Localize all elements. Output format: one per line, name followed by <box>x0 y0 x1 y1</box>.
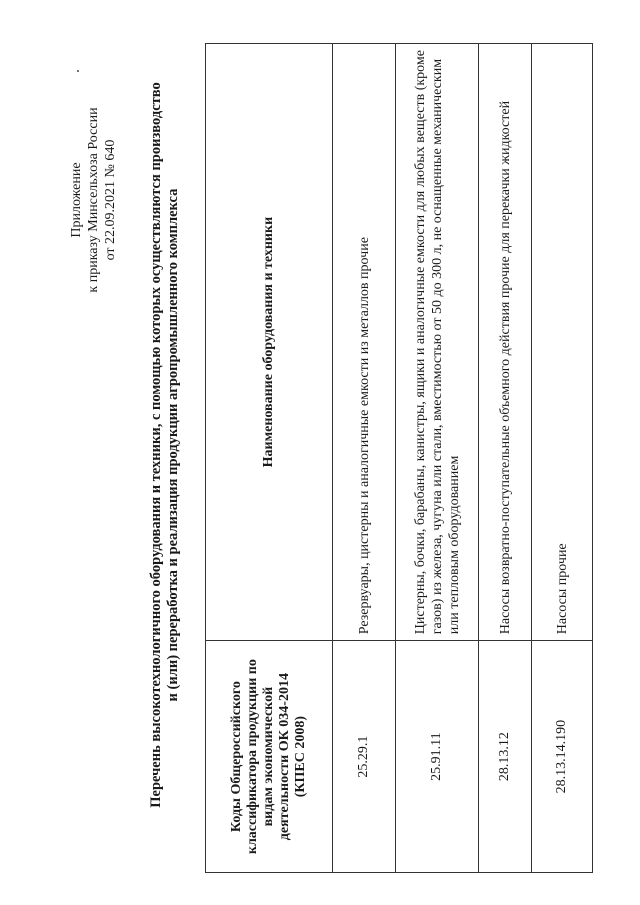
table-row <box>479 44 532 873</box>
appendix-header <box>68 85 119 315</box>
okpd-code-cell: 28.13.14.190 <box>532 641 593 873</box>
okpd-code-cell: 28.13.12 <box>479 641 532 873</box>
header-name-column: Наименование оборудования и техники <box>206 44 333 641</box>
header-code-column: Коды Общероссийского классификатора продукции по видам экономической деятельности ОК 034-2014 (КПЕС 2008) <box>206 641 333 873</box>
equipment-table <box>205 43 593 873</box>
equipment-name-cell: Резервуары, цистерны и аналогичные емкости из металлов прочие <box>333 44 396 641</box>
equipment-name-cell: Насосы прочие <box>532 44 593 641</box>
equipment-name-cell: Насосы возвратно-поступательные объемного действия прочие для перекачки жидкостей <box>479 44 532 641</box>
title-line-2: и (или) переработка и реализация продукции агропромышленного комплекса <box>165 188 181 702</box>
table-row <box>396 44 479 873</box>
table-row <box>333 44 396 873</box>
title-line-1: Перечень высокотехнологичного оборудования и техники, с помощью которых осуществляются производство <box>148 82 164 808</box>
order-date-number: от 22.09.2021 № 640 <box>103 139 118 261</box>
okpd-code-cell: 25.91.11 <box>396 641 479 873</box>
order-reference: к приказу Минсельхоза России <box>86 107 101 293</box>
stray-mark <box>77 70 79 72</box>
table-row <box>532 44 593 873</box>
equipment-table-wrapper <box>205 43 593 873</box>
document-title <box>148 45 182 845</box>
table-header-row <box>206 44 333 873</box>
appendix-label: Приложение <box>69 162 84 238</box>
equipment-name-cell: Цистерны, бочки, барабаны, канистры, ящики и аналогичные емкости для любых веществ (кроме газов) из железа, чугуна или стали, вместимостью от 50 до 300 л, не оснащенные механическим или тепловым оборудованием <box>396 44 479 641</box>
okpd-code-cell: 25.29.1 <box>333 641 396 873</box>
